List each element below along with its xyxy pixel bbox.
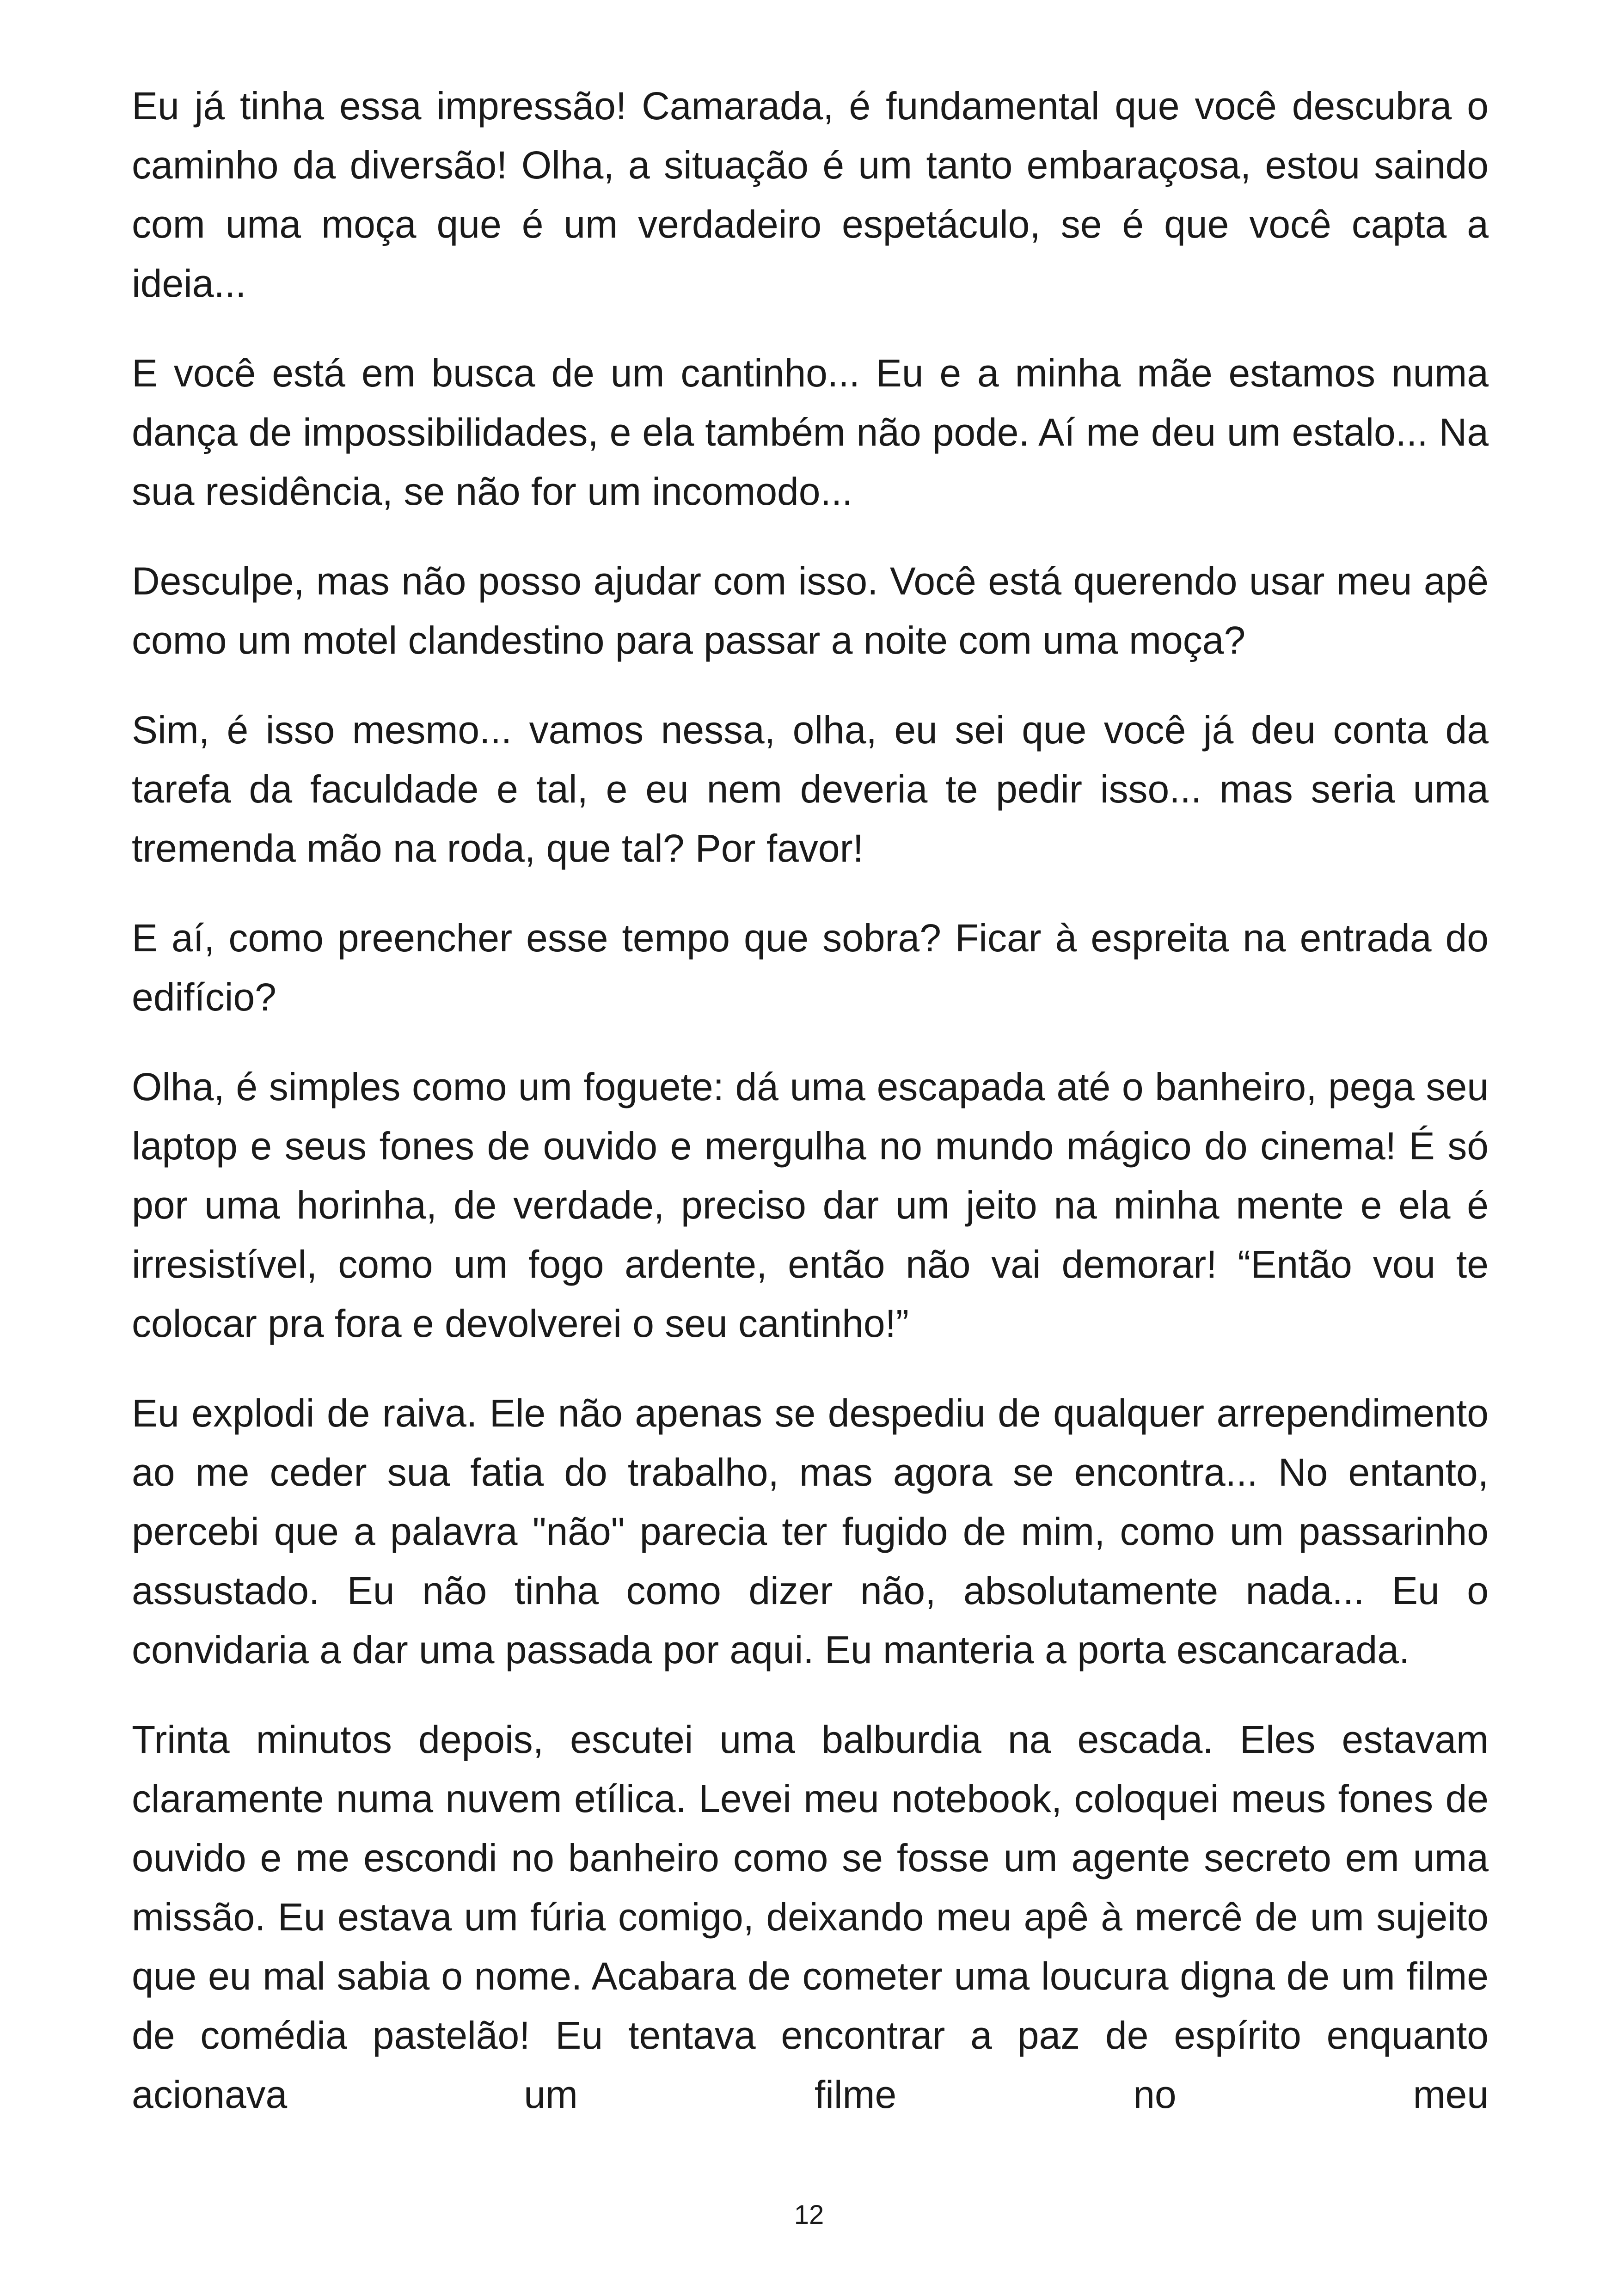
paragraph-4: Sim, é isso mesmo... vamos nessa, olha, eu sei que você já deu conta da tarefa da faculdade e tal, e eu nem deveria te pedir isso... mas seria uma tremenda mão na roda, que tal? Por favor!	[132, 708, 1489, 870]
paragraph-3: Desculpe, mas não posso ajudar com isso. Você está querendo usar meu apê como um motel clandestino para passar a noite com uma moça?	[132, 559, 1489, 662]
paragraph-1: Eu já tinha essa impressão! Camarada, é fundamental que você descubra o caminho da diversão! Olha, a situação é um tanto embaraçosa, estou saindo com uma moça que é um verdadeiro espetáculo, se é que você capta a ideia...	[132, 84, 1489, 305]
paragraph-7: Eu explodi de raiva. Ele não apenas se despediu de qualquer arrependimento ao me ceder sua fatia do trabalho, mas agora se encontra... No entanto, percebi que a palavra "não" parecia ter fugido de mim, como um passarinho assustado. Eu não tinha como dizer não, absolutamente nada... Eu o convidaria a dar uma passada por aqui. Eu manteria a porta escancarada.	[132, 1391, 1489, 1671]
paragraph-8: Trinta minutos depois, escutei uma balburdia na escada. Eles estavam claramente numa nuvem etílica. Levei meu notebook, coloquei meus fones de ouvido e me escondi no banheiro como se fosse um agente secreto em uma missão. Eu estava um fúria comigo, deixando meu apê à mercê de um sujeito que eu mal sabia o nome. Acabara de cometer uma loucura digna de um filme de comédia pastelão! Eu tentava encontrar a paz de espírito enquanto acionava um filme no meu	[132, 1718, 1489, 2116]
paragraph-6: Olha, é simples como um foguete: dá uma escapada até o banheiro, pega seu laptop e seus fones de ouvido e mergulha no mundo mágico do cinema! É só por uma horinha, de verdade, preciso dar um jeito na minha mente e ela é irresistível, como um fogo ardente, então não vai demorar! “Então vou te colocar pra fora e devolverei o seu cantinho!”	[132, 1065, 1489, 1345]
page-number: 12	[794, 2200, 824, 2230]
paragraph-5: E aí, como preencher esse tempo que sobra? Ficar à espreita na entrada do edifício?	[132, 916, 1489, 1019]
paragraph-2: E você está em busca de um cantinho... Eu e a minha mãe estamos numa dança de impossibilidades, e ela também não pode. Aí me deu um estalo... Na sua residência, se não for um incomodo...	[132, 351, 1489, 513]
page-body	[132, 76, 1489, 2124]
